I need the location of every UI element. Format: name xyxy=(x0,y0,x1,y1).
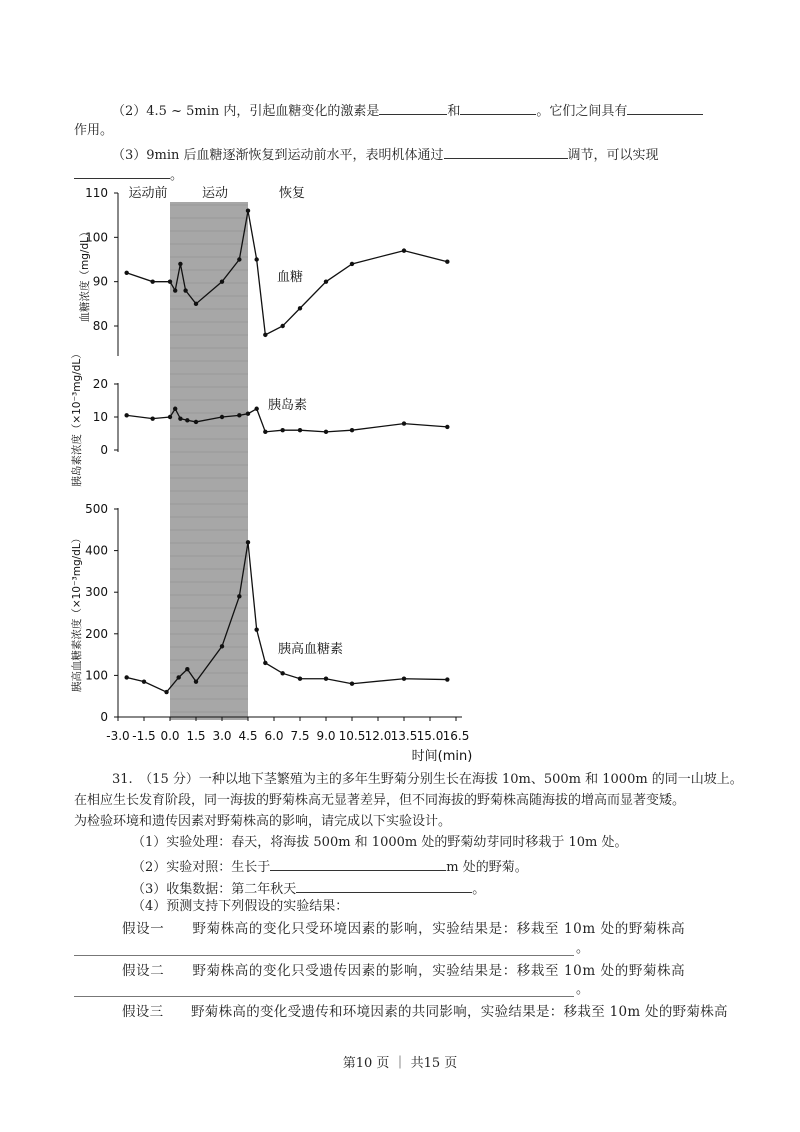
x-tick-label: 9.0 xyxy=(316,729,336,743)
series-label-insulin: 胰岛素 xyxy=(268,398,308,413)
panel2-y-tick-label: 100 xyxy=(85,668,108,683)
panel1-y-tick-label: 10 xyxy=(92,410,108,424)
q30-part2-cont: 作用。 xyxy=(74,123,114,138)
panel0-y-axis-label: 血糖浓度（mg/dL） xyxy=(79,226,91,323)
data-point-胰高血糖素 xyxy=(280,671,284,675)
data-point-胰岛素 xyxy=(280,428,284,432)
data-point-血糖 xyxy=(298,306,302,310)
data-point-血糖 xyxy=(350,262,354,266)
q31-intro-line1: 31. （15 分）一种以地下茎繁殖为主的多年生野菊分别生长在海拔 10m、500m 和 1000m 的同一山坡上。 xyxy=(112,772,743,787)
panel1-y-tick-label: 20 xyxy=(92,377,108,391)
q30-part2-mid: 。它们之间具有 xyxy=(536,104,628,119)
x-tick-label: 13.5 xyxy=(390,729,418,743)
x-axis-label: 时间(min) xyxy=(411,749,473,764)
data-point-血糖 xyxy=(168,279,172,283)
q31-hyp1-period: 。 xyxy=(576,941,590,956)
panel2-y-tick-label: 200 xyxy=(85,626,108,641)
data-point-胰高血糖素 xyxy=(254,627,258,631)
panel0-y-tick-label: 110 xyxy=(85,186,108,200)
x-tick-label: 16.5 xyxy=(442,729,470,743)
q31-blank-data[interactable] xyxy=(296,878,472,893)
q31-blank-hyp1[interactable] xyxy=(74,955,574,956)
panel0-y-tick-label: 100 xyxy=(85,230,108,245)
data-point-血糖 xyxy=(173,288,177,292)
data-point-胰岛素 xyxy=(324,430,328,434)
panel2-y-tick-label: 400 xyxy=(85,543,108,558)
data-point-胰高血糖素 xyxy=(402,677,406,681)
phase-label-2: 恢复 xyxy=(278,186,306,201)
data-point-胰高血糖素 xyxy=(142,679,146,683)
data-point-血糖 xyxy=(254,257,258,261)
phase-label-1: 运动 xyxy=(201,186,229,201)
q31-step4: （4）预测支持下列假设的实验结果： xyxy=(132,899,349,914)
data-point-胰岛素 xyxy=(237,413,241,417)
q30-part3-prefix: （3）9min 后血糖逐渐恢复到运动前水平，表明机体通过 xyxy=(112,148,444,163)
q31-step2-line xyxy=(132,856,528,877)
data-point-血糖 xyxy=(194,302,198,306)
panel2-y-axis-label: 胰高血糖素浓度（×10⁻³mg/dL） xyxy=(71,532,83,693)
series-label-glucagon: 胰高血糖素 xyxy=(278,642,344,657)
data-point-胰岛素 xyxy=(246,412,250,416)
data-point-胰岛素 xyxy=(350,428,354,432)
data-point-胰高血糖素 xyxy=(194,679,198,683)
data-point-胰高血糖素 xyxy=(220,644,224,648)
data-point-血糖 xyxy=(280,324,284,328)
data-point-血糖 xyxy=(402,248,406,252)
x-tick-label: 10.5 xyxy=(338,729,366,743)
q31-step3-suffix: 。 xyxy=(472,882,486,897)
q31-hypothesis2: 假设二 野菊株高的变化只受遗传因素的影响，实验结果是：移栽至 10m 处的野菊株高 xyxy=(122,963,686,979)
data-point-血糖 xyxy=(183,288,187,292)
data-point-胰岛素 xyxy=(298,428,302,432)
q30-part2-and: 和 xyxy=(447,104,461,119)
data-point-胰高血糖素 xyxy=(298,677,302,681)
q31-step3-prefix: （3）收集数据：第二年秋天 xyxy=(132,882,297,897)
page-footer: 第10 页 ｜ 共15 页 xyxy=(342,1056,458,1071)
data-point-血糖 xyxy=(220,279,224,283)
q31-intro-line3: 为检验环境和遗传因素对野菊株高的影响，请完成以下实验设计。 xyxy=(74,814,452,829)
data-point-胰高血糖素 xyxy=(185,667,189,671)
panel0-y-tick-label: 90 xyxy=(92,274,108,289)
phase-label-0: 运动前 xyxy=(128,186,168,201)
data-point-血糖 xyxy=(246,209,250,213)
data-point-血糖 xyxy=(263,333,267,337)
data-point-胰岛素 xyxy=(178,416,182,420)
data-point-胰岛素 xyxy=(173,407,177,411)
data-point-胰岛素 xyxy=(168,415,172,419)
series-label-glucose: 血糖 xyxy=(277,270,304,285)
panel1-y-tick-label: 0 xyxy=(100,443,108,457)
panel1-y-axis-label: 胰岛素浓度（×10⁻³mg/dL） xyxy=(71,348,83,487)
q31-step2-suffix: m 处的野菊。 xyxy=(446,860,528,875)
data-point-胰高血糖素 xyxy=(164,690,168,694)
q31-step1: （1）实验处理：春天，将海拔 500m 和 1000m 处的野菊幼芽同时移栽于 10m 处。 xyxy=(132,835,628,850)
data-point-血糖 xyxy=(324,279,328,283)
x-tick-label: 1.5 xyxy=(186,729,206,743)
x-tick-label: 6.0 xyxy=(264,729,284,743)
data-point-胰岛素 xyxy=(185,418,189,422)
q30-part2-prefix: （2）4.5 ~ 5min 内，引起血糖变化的激素是 xyxy=(112,104,380,119)
data-point-血糖 xyxy=(178,262,182,266)
data-point-胰高血糖素 xyxy=(246,540,250,544)
data-point-胰高血糖素 xyxy=(124,675,128,679)
x-tick-label: 7.5 xyxy=(290,729,310,743)
q31-hypothesis1: 假设一 野菊株高的变化只受环境因素的影响，实验结果是：移栽至 10m 处的野菊株高 xyxy=(122,921,686,937)
data-point-胰岛素 xyxy=(402,421,406,425)
q30-part3-end: 。 xyxy=(170,168,184,183)
data-point-血糖 xyxy=(445,260,449,264)
panel0-y-tick-label: 80 xyxy=(92,319,108,333)
q30-part3-mid: 调节，可以实现 xyxy=(567,148,659,163)
exercise-shaded-region xyxy=(170,202,248,720)
data-point-血糖 xyxy=(237,257,241,261)
panel2-y-tick-label: 0 xyxy=(100,710,108,724)
data-point-胰高血糖素 xyxy=(176,675,180,679)
data-point-胰岛素 xyxy=(263,430,267,434)
data-point-胰高血糖素 xyxy=(445,677,449,681)
x-tick-label: 15.0 xyxy=(416,729,444,743)
q31-step3-line xyxy=(132,878,485,899)
data-point-胰高血糖素 xyxy=(263,661,267,665)
q31-hypothesis3: 假设三 野菊株高的变化受遗传和环境因素的共同影响，实验结果是：移栽至 10m 处的野菊株高 xyxy=(122,1004,728,1020)
data-point-血糖 xyxy=(150,279,154,283)
x-tick-label: 0.0 xyxy=(160,729,180,743)
data-point-胰岛素 xyxy=(194,420,198,424)
q31-step2-prefix: （2）实验对照：生长于 xyxy=(132,860,271,875)
panel2-y-tick-label: 300 xyxy=(85,585,108,600)
x-tick-label: -1.5 xyxy=(132,729,156,743)
data-point-胰岛素 xyxy=(445,425,449,429)
data-point-胰高血糖素 xyxy=(350,682,354,686)
x-tick-label: 12.0 xyxy=(364,729,392,743)
data-point-胰岛素 xyxy=(254,407,258,411)
data-point-胰高血糖素 xyxy=(324,677,328,681)
x-tick-label: 3.0 xyxy=(212,729,232,743)
q31-hyp2-period: 。 xyxy=(576,982,590,997)
data-point-胰岛素 xyxy=(220,415,224,419)
x-tick-label: 4.5 xyxy=(238,729,258,743)
data-point-胰高血糖素 xyxy=(237,594,241,598)
q31-intro-line2: 在相应生长发育阶段，同一海拔的野菊株高无显著差异，但不同海拔的野菊株高随海拔的增高而显著变矮。 xyxy=(74,793,686,808)
q31-blank-hyp2[interactable] xyxy=(74,996,574,997)
panel2-y-tick-label: 500 xyxy=(85,502,108,516)
q31-blank-control[interactable] xyxy=(270,856,446,871)
data-point-胰岛素 xyxy=(124,413,128,417)
data-point-胰岛素 xyxy=(150,416,154,420)
x-tick-label: -3.0 xyxy=(106,729,130,743)
data-point-血糖 xyxy=(124,271,128,275)
